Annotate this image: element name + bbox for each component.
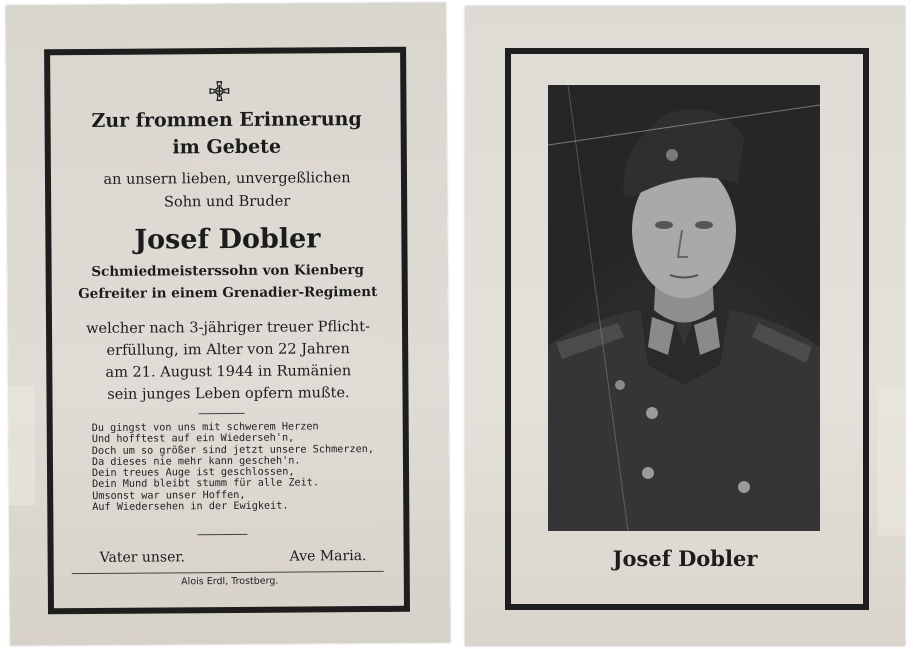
photo-caption-name: Josef Dobler [612, 546, 758, 571]
poem-line: Dein Mund bleibt stumm für alle Zeit. [92, 477, 320, 491]
heading-line-2: im Gebete [172, 135, 282, 159]
memorial-card-photo-side [465, 6, 905, 646]
poem-line: Da dieses nie mehr kann gescheh'n. [91, 455, 301, 468]
deceased-name: Josef Dobler [134, 223, 321, 256]
intro-line-1: an unsern lieben, unvergeßlichen [103, 170, 351, 188]
poem-line: Dein treues Auge ist geschlossen, [92, 466, 295, 480]
prayer-ave-maria: Ave Maria. [289, 548, 367, 565]
poem-line: Umsonst war unser Hoffen, [92, 489, 246, 502]
body-line-4: sein junges Leben opfern mußte. [107, 385, 350, 403]
poem-line: Auf Wiedersehen in der Ewigkeit. [92, 500, 289, 514]
prayer-vater-unser: Vater unser. [99, 549, 186, 566]
poem-line: Und hofftest auf ein Wiederseh'n, [91, 432, 295, 446]
memorial-card-text-side [6, 2, 450, 645]
portrait-illustration [548, 85, 820, 531]
body-line-3: am 21. August 1944 in Rumänien [105, 363, 352, 381]
printer-imprint: Alois Erdl, Trostberg. [181, 575, 279, 588]
paper-damage [877, 386, 905, 536]
subtitle-line-1: Schmiedmeisterssohn von Kienberg [91, 262, 364, 280]
memorial-poem [92, 421, 393, 513]
intro-line-2: Sohn und Bruder [163, 193, 291, 211]
poem-line: Du gingst von uns mit schwerem Herzen [91, 421, 319, 434]
body-line-2: erfüllung, im Alter von 22 Jahren [106, 341, 350, 359]
iron-cross-icon [209, 81, 229, 101]
soldier-portrait-photo [548, 85, 820, 531]
poem-line: Doch um so größer sind jetzt unsere Schmerzen, [91, 443, 375, 457]
subtitle-line-2: Gefreiter in einem Grenadier-Regiment [78, 283, 378, 303]
heading-line-1: Zur frommen Erinnerung [91, 108, 362, 132]
body-line-1: welcher nach 3-jähriger treuer Pflicht- [86, 319, 371, 337]
